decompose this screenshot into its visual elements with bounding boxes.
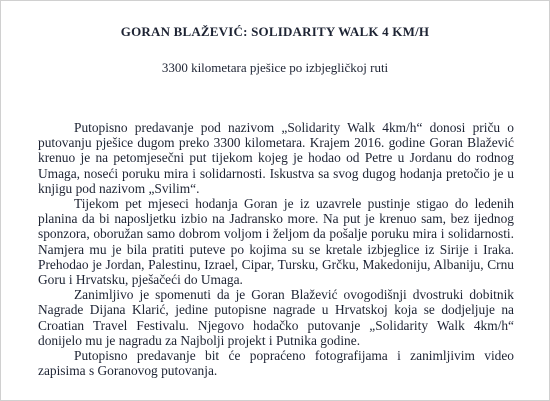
paragraph-journey: Tijekom pet mjeseci hodanja Goran je iz uzavrele pustinje stigao do ledenih planina da bi naposljetku izbio na Jadransko more. Na put je krenuo sam, bez ijednog sponzora, oboružan samo dobrom voljom i željom da pošalje poruku mira i solidarnosti. Namjera mu je bila pratiti puteve po kojima su se kretale izbjeglice iz Sirije i Iraka. Prehodao je Jordan, Palestinu, Izrael, Cipar, Tursku, Grčku, Makedoniju, Albaniju, Crnu Goru i Hrvatsku, pješačeći do Umaga. [38,196,514,288]
document-body [38,120,514,378]
document-subtitle: 3300 kilometara pješice po izbjegličkoj ruti [161,60,389,75]
paragraph-intro: Putopisno predavanje pod nazivom „Solidarity Walk 4km/h“ donosi priču o putovanju pješice dugom preko 3300 kilometara. Krajem 2016. godine Goran Blažević krenuo je na petomjesečni put tijekom kojeg je hodao od Petre u Jordanu do rodnog Umaga, noseći poruku mira i solidarnosti. Iskustva sa svog dugog hodanja pretočio je u knjigu pod nazivom „Svilim“. [38,120,514,196]
document-title: GORAN BLAŽEVIĆ: SOLIDARITY WALK 4 KM/H [120,24,430,39]
paragraph-award: Zanimljivo je spomenuti da je Goran Blažević ovogodišnji dvostruki dobitnik Nagrade Dijana Klarić, jedine putopisne nagrade u Hrvatskoj koja se dodjeljuje na Croatian Travel Festivalu. Njegovo hodačko putovanje „Solidarity Walk 4km/h“ donijelo mu je nagradu za Najbolji projekt i Putnika godine. [38,287,514,348]
paragraph-closing: Putopisno predavanje bit će popraćeno fotografijama i zanimljivim video zapisima s Goranovog putovanja. [38,348,514,379]
